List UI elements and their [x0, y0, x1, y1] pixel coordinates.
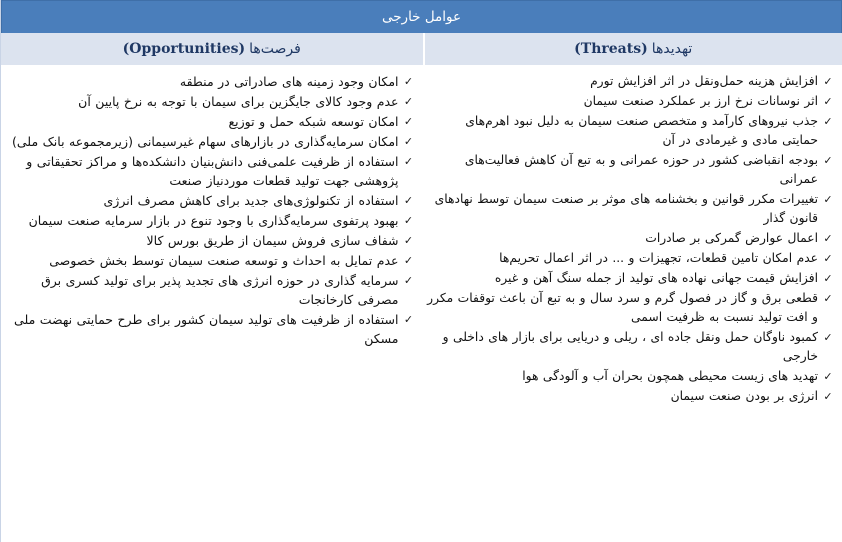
check-icon: ✓	[403, 234, 414, 247]
list-item-label: افزایش قیمت جهانی نهاده های تولید از جمله سنگ آهن و غیره	[494, 271, 818, 285]
check-icon: ✓	[823, 390, 833, 403]
check-icon: ✓	[823, 115, 833, 128]
list-item-label: بودجه انقباضی کشور در حوزه عمرانی و به تبع آن کاهش فعالیت‌های عمرانی	[464, 153, 818, 186]
check-icon: ✓	[823, 272, 833, 285]
check-icon: ✓	[403, 75, 414, 88]
check-icon: ✓	[403, 274, 414, 287]
list-item-label: استفاده از ظرفیت های تولید سیمان کشور برای طرح حمایتی نهضت ملی مسکن	[14, 312, 399, 346]
list-item-label: عدم تمایل به احداث و توسعه صنعت سیمان توسط بخش خصوصی	[49, 253, 399, 268]
list-item	[427, 328, 839, 366]
list-item-label: امکان وجود زمینه های صادراتی در منطقه	[179, 74, 399, 89]
check-icon: ✓	[823, 95, 833, 108]
list-item	[5, 132, 419, 151]
list-item	[5, 251, 419, 270]
threats-list	[427, 72, 839, 406]
list-item-label: کمبود ناوگان حمل ونقل جاده ای ، ریلی و دریایی برای بازار های داخلی و خارجی	[442, 330, 818, 363]
list-item-label: امکان توسعه شبکه حمل و توزیع	[228, 114, 399, 129]
list-item	[427, 112, 839, 150]
check-icon: ✓	[823, 292, 833, 305]
list-item	[427, 190, 839, 228]
list-item-label: امکان سرمایه‌گذاری در بازارهای سهام غیرسیمانی (زیرمجموعه بانک ملی)	[12, 134, 399, 149]
list-item-label: جذب نیروهای کارآمد و متخصص صنعت سیمان به دلیل نبود اهرم‌های حمایتی مادی و غیرمادی در آن	[465, 114, 818, 147]
check-icon: ✓	[403, 135, 414, 148]
list-item-label: استفاده از ظرفیت علمی‌فنی دانش‌بنیان دانشکده‌ها و مراکز تحقیقاتی و پژوهشی جهت تولید قطعات موردنیاز صنعت	[26, 154, 399, 188]
table-banner	[1, 0, 842, 33]
list-item	[5, 152, 419, 190]
table-body	[1, 66, 842, 542]
column-header-threats	[423, 33, 842, 65]
list-item-label: سرمایه گذاری در حوزه انرژی های تجدید پذیر برای تولید کسری برق مصرفی کارخانجات	[41, 273, 399, 307]
column-header-row	[1, 33, 842, 66]
list-item	[427, 229, 839, 248]
check-icon: ✓	[823, 75, 833, 88]
list-item	[427, 249, 839, 268]
list-item	[427, 367, 839, 386]
check-icon: ✓	[823, 193, 833, 206]
list-item-label: اعمال عوارض گمرکی بر صادرات	[645, 231, 818, 245]
opportunities-list	[5, 72, 419, 348]
list-item	[5, 231, 419, 250]
list-item	[427, 269, 839, 288]
list-item	[427, 72, 839, 91]
check-icon: ✓	[823, 252, 833, 265]
list-item	[5, 310, 419, 348]
column-header-threats-en: (Threats)	[574, 41, 648, 57]
check-icon: ✓	[823, 331, 833, 344]
list-item-label: اثر نوسانات نرخ ارز بر عملکرد صنعت سیمان	[583, 94, 818, 108]
check-icon: ✓	[403, 95, 414, 108]
list-item	[5, 191, 419, 210]
list-item-label: انرژی بر بودن صنعت سیمان	[670, 389, 818, 403]
check-icon: ✓	[403, 313, 414, 326]
list-item	[5, 92, 419, 111]
list-item	[427, 289, 839, 327]
check-icon: ✓	[823, 154, 833, 167]
page-title: عوامل خارجی	[381, 9, 462, 25]
check-icon: ✓	[403, 214, 414, 227]
list-item	[5, 211, 419, 230]
check-icon: ✓	[403, 254, 414, 267]
column-header-opportunities	[1, 33, 423, 65]
list-item	[5, 112, 419, 131]
column-header-opportunities-en: (Opportunities)	[122, 41, 246, 57]
column-header-opportunities-fa: فرصت‌ها	[249, 41, 301, 57]
list-item	[427, 387, 839, 406]
check-icon: ✓	[823, 232, 833, 245]
list-item-label: تغییرات مکرر قوانین و بخشنامه های موثر بر صنعت سیمان توسط نهادهای قانون گذار	[434, 192, 818, 225]
cell-opportunities	[1, 66, 423, 542]
list-item	[427, 151, 839, 189]
list-item-label: قطعی برق و گاز در فصول گرم و سرد سال و به تبع آن باعث توقفات مکرر و افت تولید نسبت به ظرفیت اسمی	[427, 291, 818, 324]
list-item-label: عدم امکان تامین قطعات، تجهیزات و ... در اثر اعمال تحریم‌ها	[499, 251, 818, 265]
cell-threats	[423, 66, 842, 542]
list-item	[427, 92, 839, 111]
list-item	[5, 72, 419, 91]
column-header-threats-fa: تهدیدها	[651, 41, 693, 57]
check-icon: ✓	[403, 115, 414, 128]
list-item	[5, 271, 419, 309]
list-item-label: استفاده از تکنولوژی‌های جدید برای کاهش مصرف انرژی	[103, 193, 399, 208]
list-item-label: شفاف سازی فروش سیمان از طریق بورس کالا	[146, 233, 399, 248]
check-icon: ✓	[403, 194, 414, 207]
check-icon: ✓	[823, 370, 833, 383]
list-item-label: عدم وجود کالای جایگزین برای سیمان با توجه به نرخ پایین آن	[78, 94, 399, 109]
list-item-label: تهدید های زیست محیطی همچون بحران آب و آلودگی هوا	[522, 369, 818, 383]
list-item-label: افزایش هزینه حمل‌ونقل در اثر افزایش تورم	[590, 74, 818, 88]
check-icon: ✓	[403, 155, 414, 168]
list-item-label: بهبود پرتفوی سرمایه‌گذاری با وجود تنوع در بازار سرمایه صنعت سیمان	[28, 213, 399, 228]
